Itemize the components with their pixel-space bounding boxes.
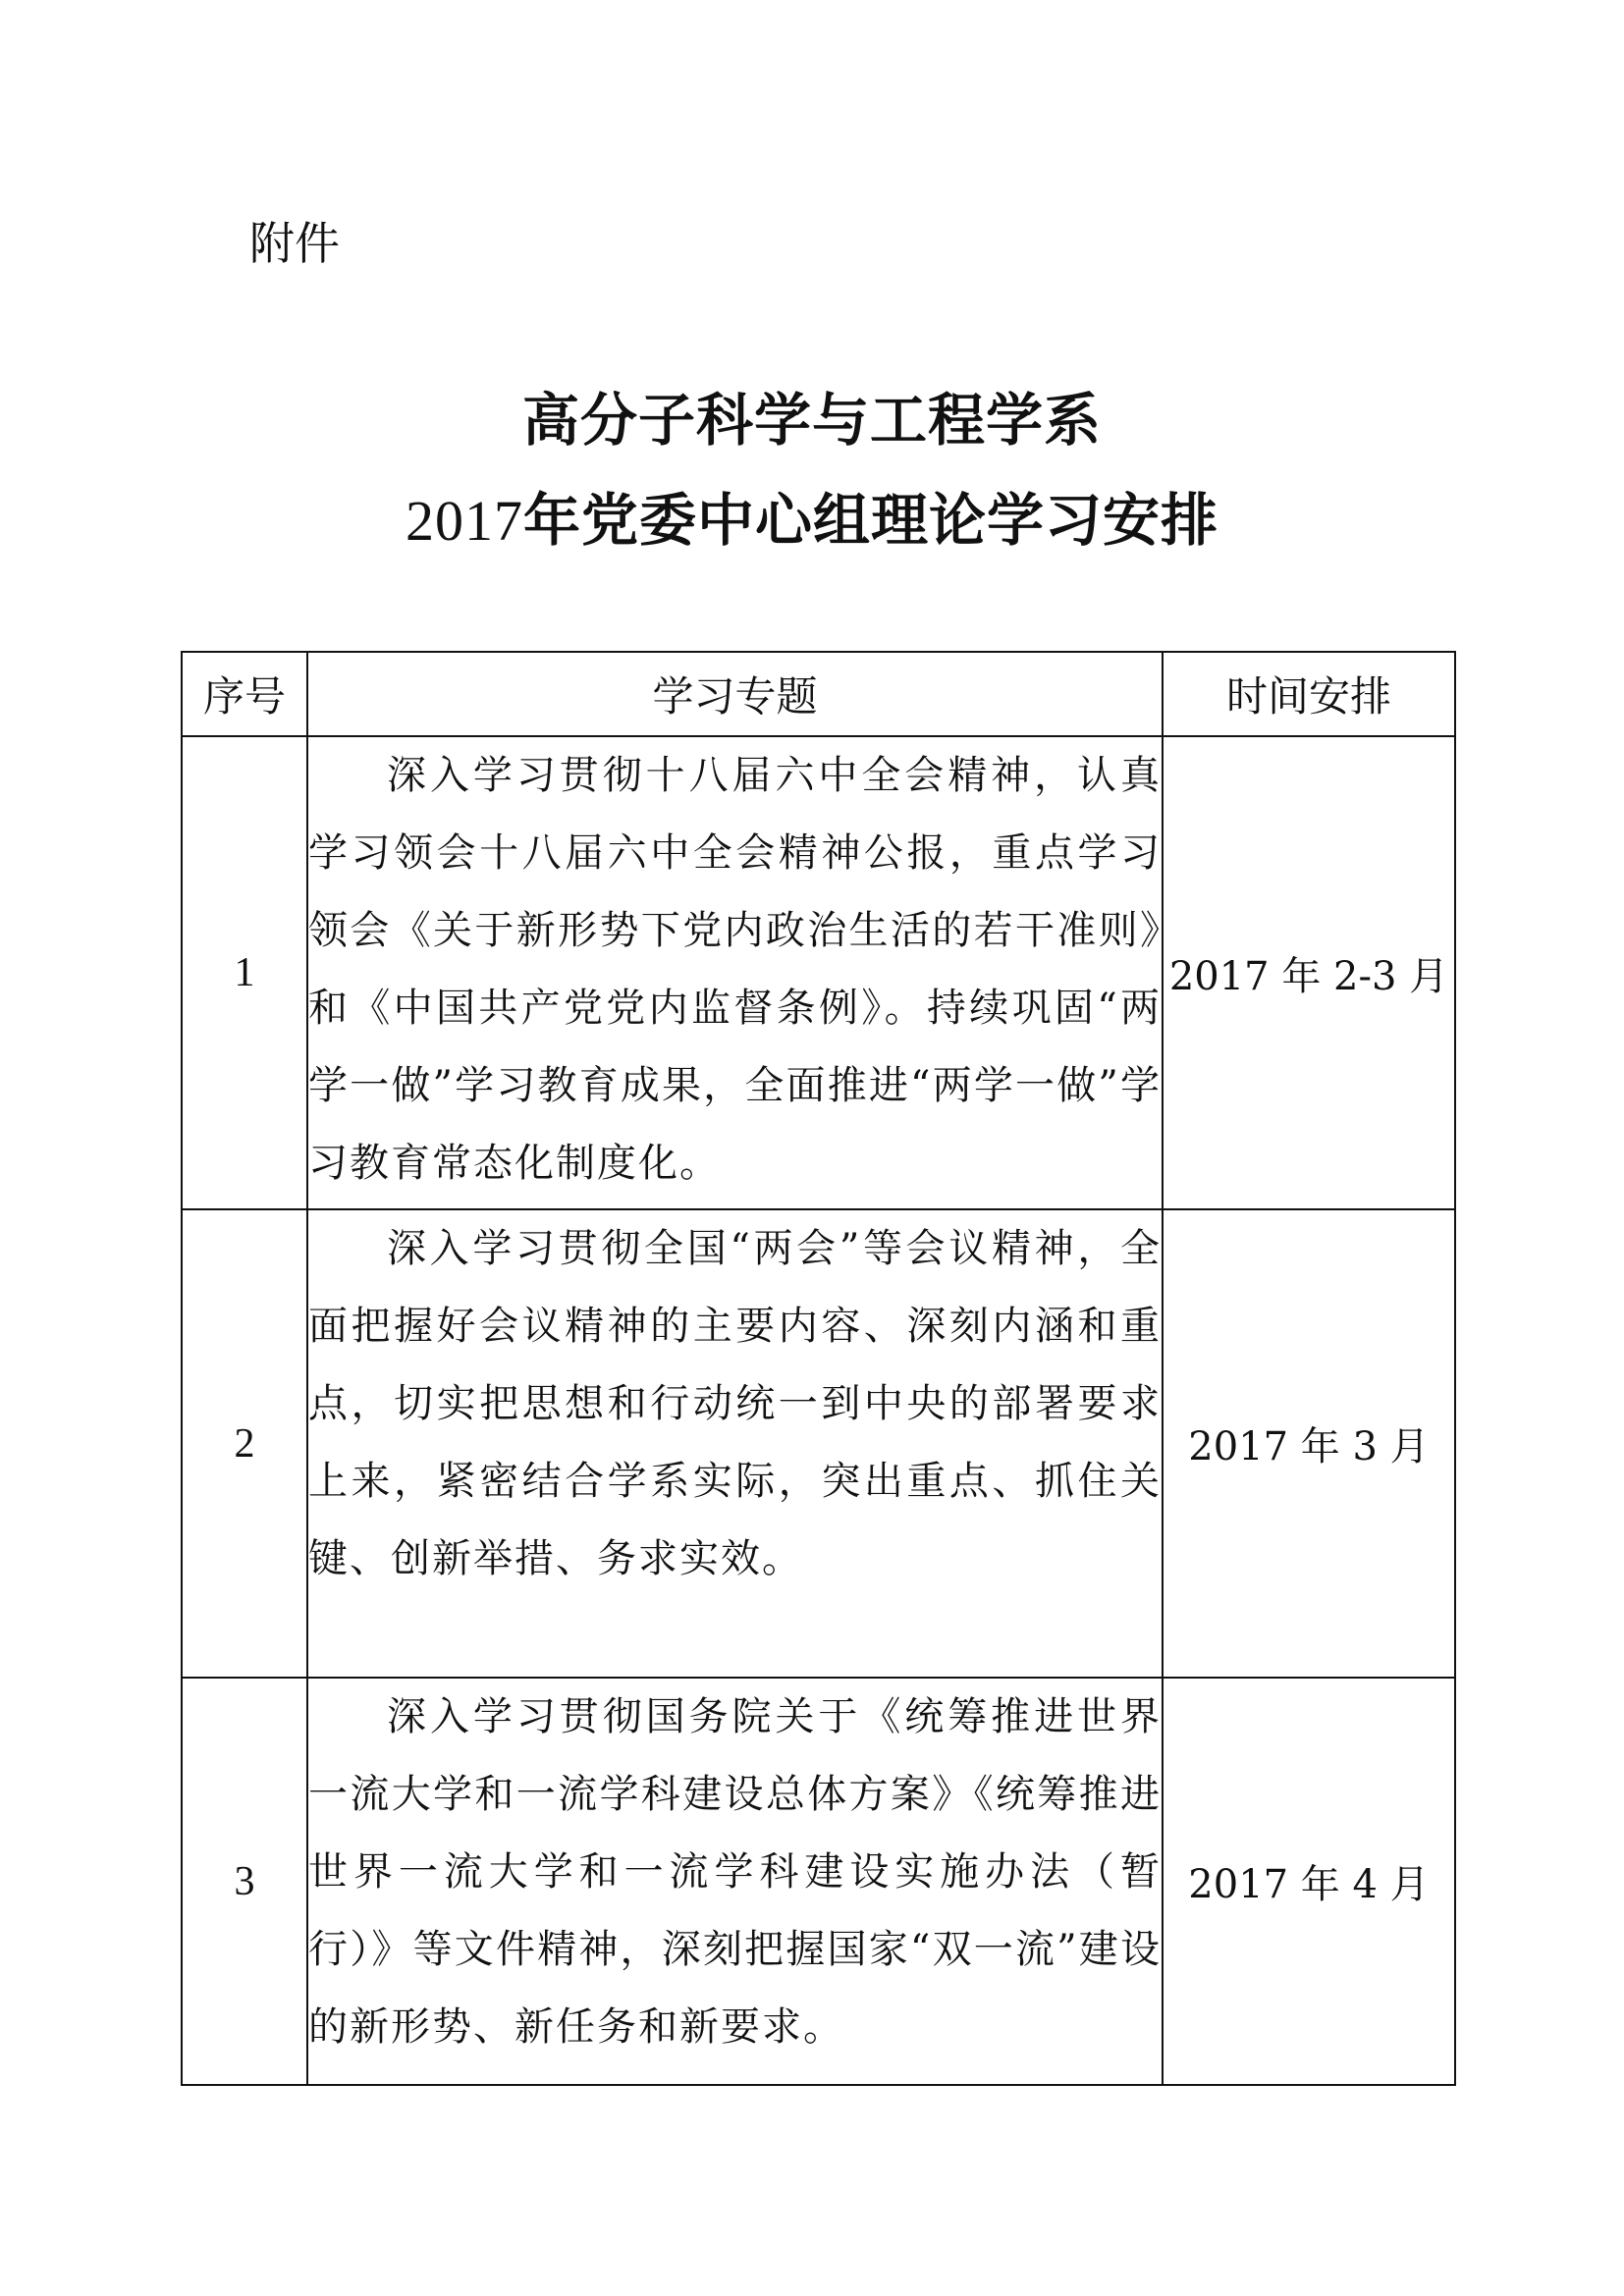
row-topic: 深入学习贯彻全国“两会”等会议精神，全面把握好会议精神的主要内容、深刻内涵和重点，切实把思想和行动统一到中央的部署要求上来，紧密结合学系实际，突出重点、抓住关键、创新举措、务求实效。: [307, 1209, 1163, 1678]
column-header-topic: 学习专题: [307, 652, 1163, 736]
table-row: [182, 1209, 1455, 1678]
column-header-number: 序号: [182, 652, 307, 736]
title-year: 2017: [405, 489, 523, 553]
row-time: 2017 年 3 月: [1163, 1209, 1455, 1678]
attachment-label: 附件: [249, 217, 340, 270]
row-topic: 深入学习贯彻国务院关于《统筹推进世界一流大学和一流学科建设总体方案》《统筹推进世界一流大学和一流学科建设实施办法（暂行）》等文件精神，深刻把握国家“双一流”建设的新形势、新任务和新要求。: [307, 1678, 1163, 2085]
table-header-row: [182, 652, 1455, 736]
row-time: 2017 年 4 月: [1163, 1678, 1455, 2085]
row-topic: 深入学习贯彻十八届六中全会精神，认真学习领会十八届六中全会精神公报，重点学习领会《关于新形势下党内政治生活的若干准则》和《中国共产党党内监督条例》。持续巩固“两学一做”学习教育成果，全面推进“两学一做”学习教育常态化制度化。: [307, 736, 1163, 1209]
column-header-time: 时间安排: [1163, 652, 1455, 736]
table-row: [182, 736, 1455, 1209]
row-number: 1: [182, 736, 307, 1209]
title-rest: 年党委中心组理论学习安排: [522, 487, 1218, 554]
row-number: 3: [182, 1678, 307, 2085]
table-row: [182, 1678, 1455, 2085]
row-number: 2: [182, 1209, 307, 1678]
study-schedule-table: [181, 651, 1456, 2086]
document-title-line2: [0, 481, 1624, 561]
document-title-line1: 高分子科学与工程学系: [521, 387, 1102, 454]
row-time: 2017 年 2-3 月: [1163, 736, 1455, 1209]
